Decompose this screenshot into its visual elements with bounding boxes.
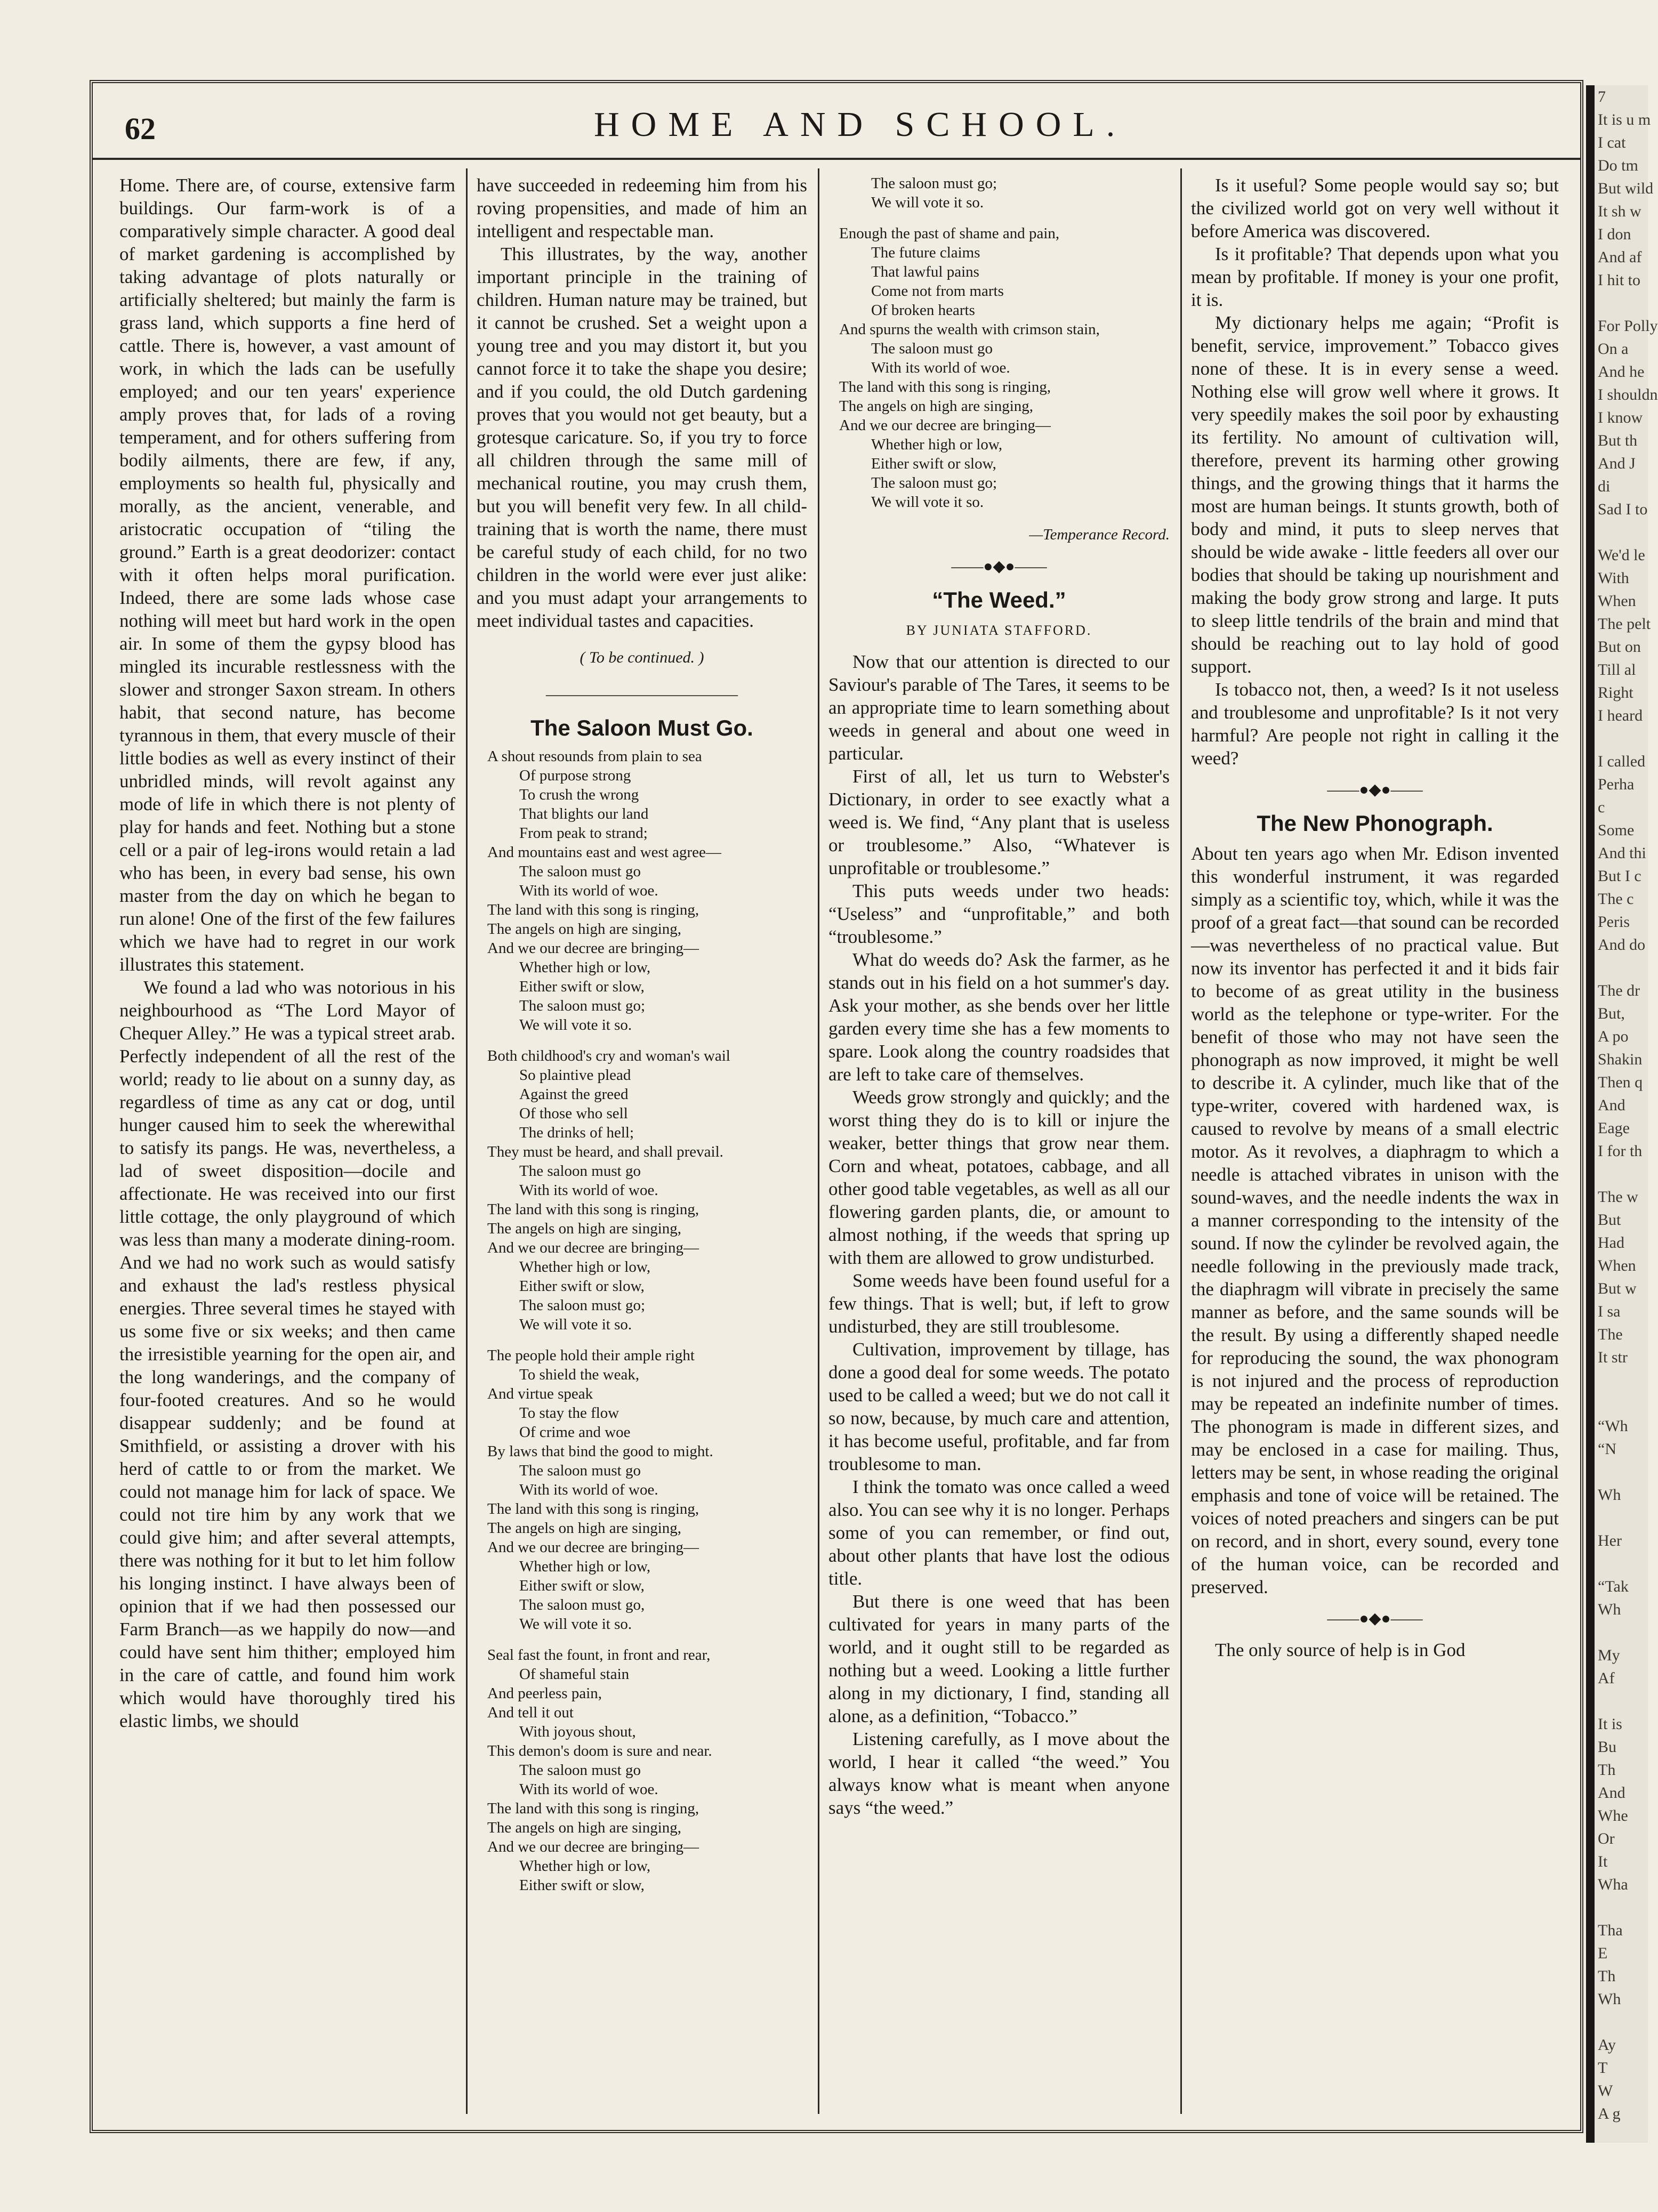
poem-line: And we our decree are bringing— <box>487 1539 699 1556</box>
bleed-line: Do tm <box>1598 157 1638 174</box>
poem-line: And mountains east and west agree— <box>487 844 721 861</box>
poem-line: Of purpose strong <box>519 767 631 784</box>
poem-line: To shield the weak, <box>519 1366 640 1383</box>
bleed-line: E <box>1598 1944 1608 1962</box>
column-3 <box>828 174 1170 2114</box>
poem-line: The saloon must go; <box>519 1297 646 1314</box>
to-be-continued: ( To be continued. ) <box>580 649 704 666</box>
bleed-line: Till al <box>1598 661 1636 679</box>
bleed-line: It is <box>1598 1715 1622 1733</box>
bleed-line: A po <box>1598 1028 1629 1045</box>
bleed-line: And <box>1598 1784 1625 1802</box>
column-2 <box>477 174 807 2114</box>
poem-credit: —Temperance Record. <box>1029 526 1170 543</box>
bleed-line: For Polly <box>1598 317 1658 335</box>
bleed-line: Some <box>1598 821 1635 839</box>
article-byline: BY JUNIATA STAFFORD. <box>906 623 1092 638</box>
bleed-line: It sh w <box>1598 203 1641 220</box>
poem-line: With its world of woe. <box>519 1481 658 1498</box>
bleed-line: And he <box>1598 363 1645 381</box>
poem-line: And tell it out <box>487 1704 574 1721</box>
bleed-line <box>1595 1896 1648 1919</box>
poem-line: A shout resounds from plain to sea <box>487 748 702 765</box>
bleed-line: It <box>1598 1853 1608 1870</box>
paragraph: My dictionary helps me again; “Profit is benefit, service, improvement.” Tobacco gives none of these. It is in every sense a weed. Nothing else will grow well where it grows. It very speedily makes the soil poor by exhausting its fertility. No amount of cultivation will, therefore, prevent its harming other growing things, and the growing things that it harms the most are human beings. It stunts growth, both of body and mind, it puts to sleep nerves that should be wide awake - little feeders all over our bodies that should be taking up nourishment and making the body grow strong and large. It puts to sleep little tendrils of the brain and mind that should be reaching out to lay hold of good support. <box>1191 312 1559 677</box>
bleed-line: Ay <box>1598 2036 1616 2054</box>
article-title: The New Phonograph. <box>1257 811 1493 836</box>
column-rule <box>1180 168 1182 2114</box>
poem-line: The land with this song is ringing, <box>487 1500 699 1517</box>
poem-line: Of broken hearts <box>871 302 975 319</box>
poem-stanza <box>487 1046 807 1334</box>
article-title: “The Weed.” <box>932 587 1066 612</box>
poem-line: That blights our land <box>519 805 649 822</box>
bleed-line: W <box>1598 2082 1613 2100</box>
bleed-line: A g <box>1598 2105 1621 2122</box>
bleed-line: And af <box>1598 248 1642 266</box>
bleed-line: Then q <box>1598 1073 1643 1091</box>
bleed-line: Right <box>1598 684 1633 701</box>
bleed-line <box>1595 292 1648 314</box>
poem-line: With its world of woe. <box>519 1182 658 1199</box>
bleed-line <box>1595 1506 1648 1529</box>
bleed-line: Or <box>1598 1830 1615 1847</box>
divider-ornament: ——●◆●—— <box>1327 781 1423 798</box>
bleed-line: I don <box>1598 225 1631 243</box>
bleed-line: The <box>1598 1326 1623 1343</box>
poem-line: The future claims <box>871 244 980 261</box>
paragraph: Is tobacco not, then, a weed? Is it not useless and troublesome and unprofitable? Is it not very harmful? Are people not right in calling it the weed? <box>1191 679 1559 769</box>
page-number: 62 <box>125 111 156 146</box>
column-rule <box>466 168 468 2114</box>
bleed-line: I called <box>1598 753 1646 770</box>
bleed-line: Wha <box>1598 1876 1628 1893</box>
poem-line: We will vote it so. <box>519 1616 632 1633</box>
bleed-line: Af <box>1598 1669 1615 1687</box>
bleed-line: Tha <box>1598 1922 1623 1939</box>
bleed-line: But on <box>1598 638 1641 656</box>
poem-line: We will vote it so. <box>519 1016 632 1034</box>
bleed-line: But <box>1598 1211 1621 1229</box>
poem-line: By laws that bind the good to might. <box>487 1443 713 1460</box>
bleed-line: Her <box>1598 1532 1622 1549</box>
divider-ornament: ——●◆●—— <box>1327 1610 1423 1627</box>
poem-line: With joyous shout, <box>519 1723 636 1740</box>
poem-line: The angels on high are singing, <box>839 398 1034 415</box>
poem-line: The saloon must go, <box>519 1596 645 1613</box>
column-rule <box>818 168 819 2114</box>
newspaper-page <box>90 80 1583 2133</box>
poem-line: That lawful pains <box>871 263 979 280</box>
poem-line: The land with this song is ringing, <box>487 901 699 918</box>
bleed-line <box>1595 1552 1648 1575</box>
bleed-line: Th <box>1598 1967 1616 1985</box>
poem-line: The angels on high are singing, <box>487 921 682 938</box>
poem-line: To crush the wrong <box>519 786 639 803</box>
bleed-line <box>1595 2011 1648 2033</box>
poem-line: And we our decree are bringing— <box>487 940 699 957</box>
poem-line: And virtue speak <box>487 1385 593 1402</box>
poem-line: The angels on high are singing, <box>487 1819 682 1836</box>
poem-line: The saloon must go; <box>871 474 997 491</box>
bleed-line: But w <box>1598 1280 1637 1297</box>
poem-line: Enough the past of shame and pain, <box>839 225 1060 242</box>
poem-line: Either swift or slow, <box>871 455 996 472</box>
poem-line: The saloon must go <box>871 340 993 357</box>
bleed-line: When <box>1598 1257 1636 1274</box>
paragraph: Cultivation, improvement by tillage, has done a good deal for some weeds. The potato used to be called a weed; but we do not call it so now, because, by much care and attention, it has become useful, profitable, and far from troublesome to man. <box>828 1339 1170 1474</box>
bleed-line <box>1595 1690 1648 1713</box>
bleed-line <box>1595 1162 1648 1185</box>
poem-line: Either swift or slow, <box>519 1577 645 1594</box>
poem-saloon-continued <box>839 174 1170 512</box>
poem-line: The saloon must go <box>519 1162 641 1180</box>
bleed-line: And do <box>1598 936 1646 954</box>
bleed-line: I for th <box>1598 1142 1643 1160</box>
poem-line: From peak to strand; <box>519 825 648 842</box>
poem-line: We will vote it so. <box>519 1316 632 1333</box>
bleed-line: And J <box>1598 455 1636 472</box>
paragraph: have succeeded in redeeming him from his roving propensities, and made of him an intelligent and respectable man. <box>477 175 807 241</box>
paragraph: This illustrates, by the way, another important principle in the training of children. Human nature may be trained, but it cannot be crushed. Set a weight upon a young tree and you may distort it, but you cannot force it to take the shape you desire; and if you could, the old Dutch gardening proves that you would not get beauty, but a grotesque caricature. So, if you try to force all children through the same mill of mechanical routine, you may crush them, but you will benefit very few. In all child-training that is worth the name, there must be careful study of each child, for no two children in the world were ever just alike: and you must adapt your arrangements to meet individual tastes and capacities. <box>477 244 807 631</box>
bleed-line <box>1595 1621 1648 1644</box>
poem-line: The angels on high are singing, <box>487 1220 682 1237</box>
bleed-line: But th <box>1598 432 1638 449</box>
bleed-line <box>1595 1392 1648 1415</box>
poem-line: So plaintive plead <box>519 1067 631 1084</box>
bleed-line <box>1595 1460 1648 1483</box>
paragraph: Is it useful? Some people would say so; but the civilized world got on very well without it before America was discovered. <box>1191 175 1559 241</box>
poem-line: With its world of woe. <box>519 882 658 899</box>
poem-stanza <box>487 1346 807 1634</box>
poem-line: This demon's doom is sure and near. <box>487 1742 712 1759</box>
adjacent-page-edge <box>1586 85 1658 2143</box>
bleed-line: Wh <box>1598 1486 1621 1504</box>
poem-line: Against the greed <box>519 1086 629 1103</box>
poem-line: Either swift or slow, <box>519 978 645 995</box>
bleed-line: The dr <box>1598 982 1640 999</box>
bleed-line: I heard <box>1598 707 1643 724</box>
bleed-line: It is u m <box>1598 111 1651 128</box>
poem-line: Whether high or low, <box>519 959 651 976</box>
poem-saloon <box>487 747 807 1895</box>
masthead-title: HOME AND SCHOOL. <box>594 105 1127 144</box>
bleed-line: It str <box>1598 1349 1628 1366</box>
bleed-line: Bu <box>1598 1738 1617 1756</box>
paragraph: Is it profitable? That depends upon what you mean by profitable. If money is your one profit, it is. <box>1191 244 1559 310</box>
bleed-line: Wh <box>1598 1601 1621 1618</box>
poem-line: The land with this song is ringing, <box>487 1201 699 1218</box>
bleed-line: But, <box>1598 1005 1625 1022</box>
bleed-line <box>1595 521 1648 544</box>
paragraph: Some weeds have been found useful for a few things. That is well; but, if left to grow undisturbed, they are still troublesome. <box>828 1270 1170 1337</box>
paragraph: The only source of help is in God <box>1215 1640 1466 1660</box>
bleed-line: “Tak <box>1598 1578 1629 1595</box>
poem-line: And peerless pain, <box>487 1685 602 1702</box>
bleed-line: And thi <box>1598 844 1646 862</box>
bleed-line: Shakin <box>1598 1051 1643 1068</box>
poem-line: And spurns the wealth with crimson stain, <box>839 321 1100 338</box>
bleed-line: The w <box>1598 1188 1638 1206</box>
paragraph: First of all, let us turn to Webster's Dictionary, in order to see exactly what a weed is. We find, “Any plant that is useless or troublesome.” Also, “Whatever is unprofitable or troublesome.” <box>828 766 1170 878</box>
poem-line: The people hold their ample right <box>487 1347 695 1364</box>
bleed-line: “N <box>1598 1440 1616 1458</box>
poem-line: Of crime and woe <box>519 1424 631 1441</box>
bleed-line <box>1595 727 1648 750</box>
poem-line: The angels on high are singing, <box>487 1520 682 1537</box>
poem-line: We will vote it so. <box>871 494 984 511</box>
bleed-line: The c <box>1598 890 1634 908</box>
poem-stanza <box>839 174 1170 212</box>
poem-title: The Saloon Must Go. <box>530 715 753 740</box>
bleed-line: And <box>1598 1096 1625 1114</box>
paragraph: About ten years ago when Mr. Edison invented this wonderful instrument, it was regarded simply as a scientific toy, which, while it was the proof of a great fact—that sound can be recorded—was nevertheless of no practical value. But now its inventor has perfected it and it bids fair to become of as great utility in the business world as the telephone or type-writer. For the benefit of those who may not have seen the phonograph as now improved, it might be well to describe it. A cylinder, much like that of the type-writer, covered with hardened wax, is caused to revolve by means of a small electric motor. As it revolves, a diaphragm to which a needle is attached vibrates in unison with the sound-waves, and the needle indents the wax in a manner corresponding to the intensity of the sound. If now the cylinder be revolved again, the needle following in the previously made track, the diaphragm will vibrate in precisely the same manner as before, and the same sounds will be the result. By using a differently shaped needle for reproducing the sound, the wax phonogram is not injured and the process of reproduction may be repeated an indefinite number of times. The phonogram is made in different sizes, and may be enclosed in a case for mailing. Thus, letters may be sent, in whose reading the original emphasis and tone of voice will be retained. The voices of noted preachers and singers can be put on record, and in short, every sound, every tone of the human voice, can be recorded and preserved. <box>1191 843 1559 1597</box>
column-1 <box>119 174 455 2114</box>
bleed-line: On a <box>1598 340 1629 358</box>
bleed-line: With <box>1598 569 1629 587</box>
column-4 <box>1191 174 1559 2114</box>
divider-ornament: ——●◆●—— <box>951 558 1047 575</box>
bleed-line: Had <box>1598 1234 1624 1252</box>
poem-line: And we our decree are bringing— <box>487 1838 699 1855</box>
weed-article-body <box>828 650 1170 1819</box>
page-header <box>93 83 1580 160</box>
poem-line: With its world of woe. <box>871 359 1010 376</box>
bleed-line: Wh <box>1598 1990 1621 2008</box>
bleed-line: c <box>1598 798 1605 816</box>
bleed-line: But I c <box>1598 867 1641 885</box>
poem-line: Seal fast the fount, in front and rear, <box>487 1646 711 1664</box>
poem-line: The saloon must go <box>519 863 641 880</box>
poem-stanza <box>487 1645 807 1895</box>
paragraph: Listening carefully, as I move about the world, I hear it called “the weed.” You always know what is meant when anyone says “the weed.” <box>828 1729 1170 1818</box>
paragraph: Now that our attention is directed to our Saviour's parable of The Tares, it seems to be an appropriate time to learn something about weeds in general and about one weed in particular. <box>828 651 1170 764</box>
bleed-line: My <box>1598 1646 1620 1664</box>
bleed-line: I cat <box>1598 134 1626 151</box>
bleed-line: Peris <box>1598 913 1630 931</box>
bleed-line: T <box>1598 2059 1608 2077</box>
poem-line: To stay the flow <box>519 1404 619 1422</box>
bleed-line: I sa <box>1598 1303 1621 1320</box>
poem-line: The land with this song is ringing, <box>839 378 1051 395</box>
poem-line: And we our decree are bringing— <box>487 1239 699 1256</box>
poem-line: With its world of woe. <box>519 1781 658 1798</box>
bleed-line: Sad I to <box>1598 500 1648 518</box>
poem-line: The saloon must go; <box>519 997 646 1014</box>
paragraph: We found a lad who was notorious in his neighbourhood as “The Lord Mayor of Chequer Alley.” He was a typical street arab. Perfectly independent of all the rest of the world; ready to lie about on a sunny day, as regardless of time as any cat or dog, until hunger caused him to seek the wherewithal to satisfy its pangs. He was, nevertheless, a lad of sweet disposition—docile and affectionate. He was received into our first little cottage, the only playground of which was less than many a moderate dining-room. And we had no work such as would satisfy and exhaust the lad's restless physical energies. Three several times he stayed with us some five or six weeks; and then came the irresistible yearning for the open air, and the long wanderings, and the company of four-footed creatures. And so he would disappear suddenly; and be found at Smithfield, or assisting a drover with his herd of cattle to or from the market. We could not manage him for lack of space. We could not tire him by any work that we could give him; and after several attempts, there was nothing for it but to let him follow his longing instinct. I have always been of opinion that if we had then possessed our Farm Branch—as we happily do now—and could have sent him thither; employed him in the care of cattle, and found him work which would have thoroughly tired his elastic limbs, we should <box>119 977 455 1731</box>
paragraph: But there is one weed that has been cultivated for years in many parts of the world, and it ought still to be regarded as nothing but a weed. Looking a little further along in my dictionary, I find, standing all alone, as a definition, “Tobacco.” <box>828 1591 1170 1726</box>
poem-line: They must be heard, and shall prevail. <box>487 1143 723 1160</box>
paragraph: Weeds grow strongly and quickly; and the worst thing they do is to kill or injure the weaker, better things that grow near them. Corn and wheat, potatoes, cabbage, and all other good table vegetables, as well as all our flowering garden plants, die, or amount to almost nothing, if the weeds that spring up with them are allowed to grow undisturbed. <box>828 1087 1170 1268</box>
bleed-line <box>1595 1369 1648 1392</box>
paragraph: Home. There are, of course, extensive farm buildings. Our farm-work is of a comparatively simple character. A good deal of market gardening is accomplished by taking advantage of plots naturally or artificially sheltered; but mainly the farm is grass land, which supports a fine herd of cattle. There is, however, a vast amount of work, in which the lads can be usefully employed; and our ten years' experience amply proves that, for lads of a roving temperament, and for others suffering from bodily ailments, there are few, if any, employments so health ful, physically and morally, as the ancient, venerable, and aristocratic occupation of “tiling the ground.” Earth is a great deodorizer: contact with it often helps moral purification. Indeed, there are some lads whose case nothing will meet but hard work in the open air. In some of them the gypsy blood has mingled its incurable restlessness with the slower and stronger Saxon stream. In others habit, that second nature, has become tyrannous in them, that every muscle of their little bodies as well as every instinct of their unbridled minds, will revolt against any mode of life in which there is not plenty of play for hands and feet. Nothing but a stone cell or a pair of leg-irons would retain a lad who has been, in every bad sense, his own master from the day on which he began to run alone! One of the first of the few failures which we have had to regret in our work illustrates this statement. <box>119 175 455 975</box>
bleed-line: 7 <box>1598 88 1606 106</box>
poem-line: Either swift or slow, <box>519 1278 645 1295</box>
bleed-line: I shouldn <box>1598 386 1658 403</box>
bleed-line: I know <box>1598 409 1643 426</box>
bleed-line: “Wh <box>1598 1417 1628 1435</box>
bleed-line: The pelt <box>1598 615 1651 633</box>
poem-line: The land with this song is ringing, <box>487 1800 699 1817</box>
poem-line: Come not from marts <box>871 282 1004 300</box>
poem-line: Of shameful stain <box>519 1666 630 1683</box>
poem-line: Either swift or slow, <box>519 1877 645 1894</box>
poem-line: Whether high or low, <box>519 1558 651 1575</box>
bleed-line: di <box>1598 478 1611 495</box>
paragraph: I think the tomato was once called a weed also. You can see why it is no longer. Perhaps some of you can remember, or find out, about other plants that have lost the odious title. <box>828 1476 1170 1589</box>
bleed-line: But wild <box>1598 180 1654 197</box>
poem-line: And we our decree are bringing— <box>839 417 1051 434</box>
paragraph: What do weeds do? Ask the farmer, as he stands out in his field on a hot summer's day. Ask your mother, as she bends over her little garden every time she has a few moments to spare. Look along the country roadsides that are left to take care of themselves. <box>828 949 1170 1085</box>
poem-line: The saloon must go; <box>871 175 997 192</box>
divider-rule: ———————————— <box>546 685 738 703</box>
poem-stanza <box>487 747 807 1035</box>
poem-line: We will vote it so. <box>871 194 984 211</box>
poem-line: Of those who sell <box>519 1105 628 1122</box>
bleed-line <box>1595 956 1648 979</box>
poem-line: Whether high or low, <box>519 1858 651 1875</box>
poem-line: The saloon must go <box>519 1462 641 1479</box>
poem-line: Both childhood's cry and woman's wail <box>487 1047 730 1064</box>
bleed-line: Eage <box>1598 1119 1630 1137</box>
bleed-line: We'd le <box>1598 546 1645 564</box>
poem-line: The drinks of hell; <box>519 1124 634 1141</box>
bleed-line: Perha <box>1598 776 1635 793</box>
paragraph: This puts weeds under two heads: “Useless” and “unprofitable,” and both “troublesome.” <box>828 881 1170 947</box>
poem-line: Whether high or low, <box>871 436 1003 453</box>
weed-article-conclusion <box>1191 174 1559 770</box>
poem-stanza <box>839 224 1170 512</box>
poem-line: Whether high or low, <box>519 1258 651 1275</box>
bleed-line: When <box>1598 592 1636 610</box>
poem-line: The saloon must go <box>519 1762 641 1779</box>
bleed-line: Th <box>1598 1761 1616 1779</box>
bleed-line: Whe <box>1598 1807 1628 1825</box>
bleed-line: I hit to <box>1598 271 1640 289</box>
